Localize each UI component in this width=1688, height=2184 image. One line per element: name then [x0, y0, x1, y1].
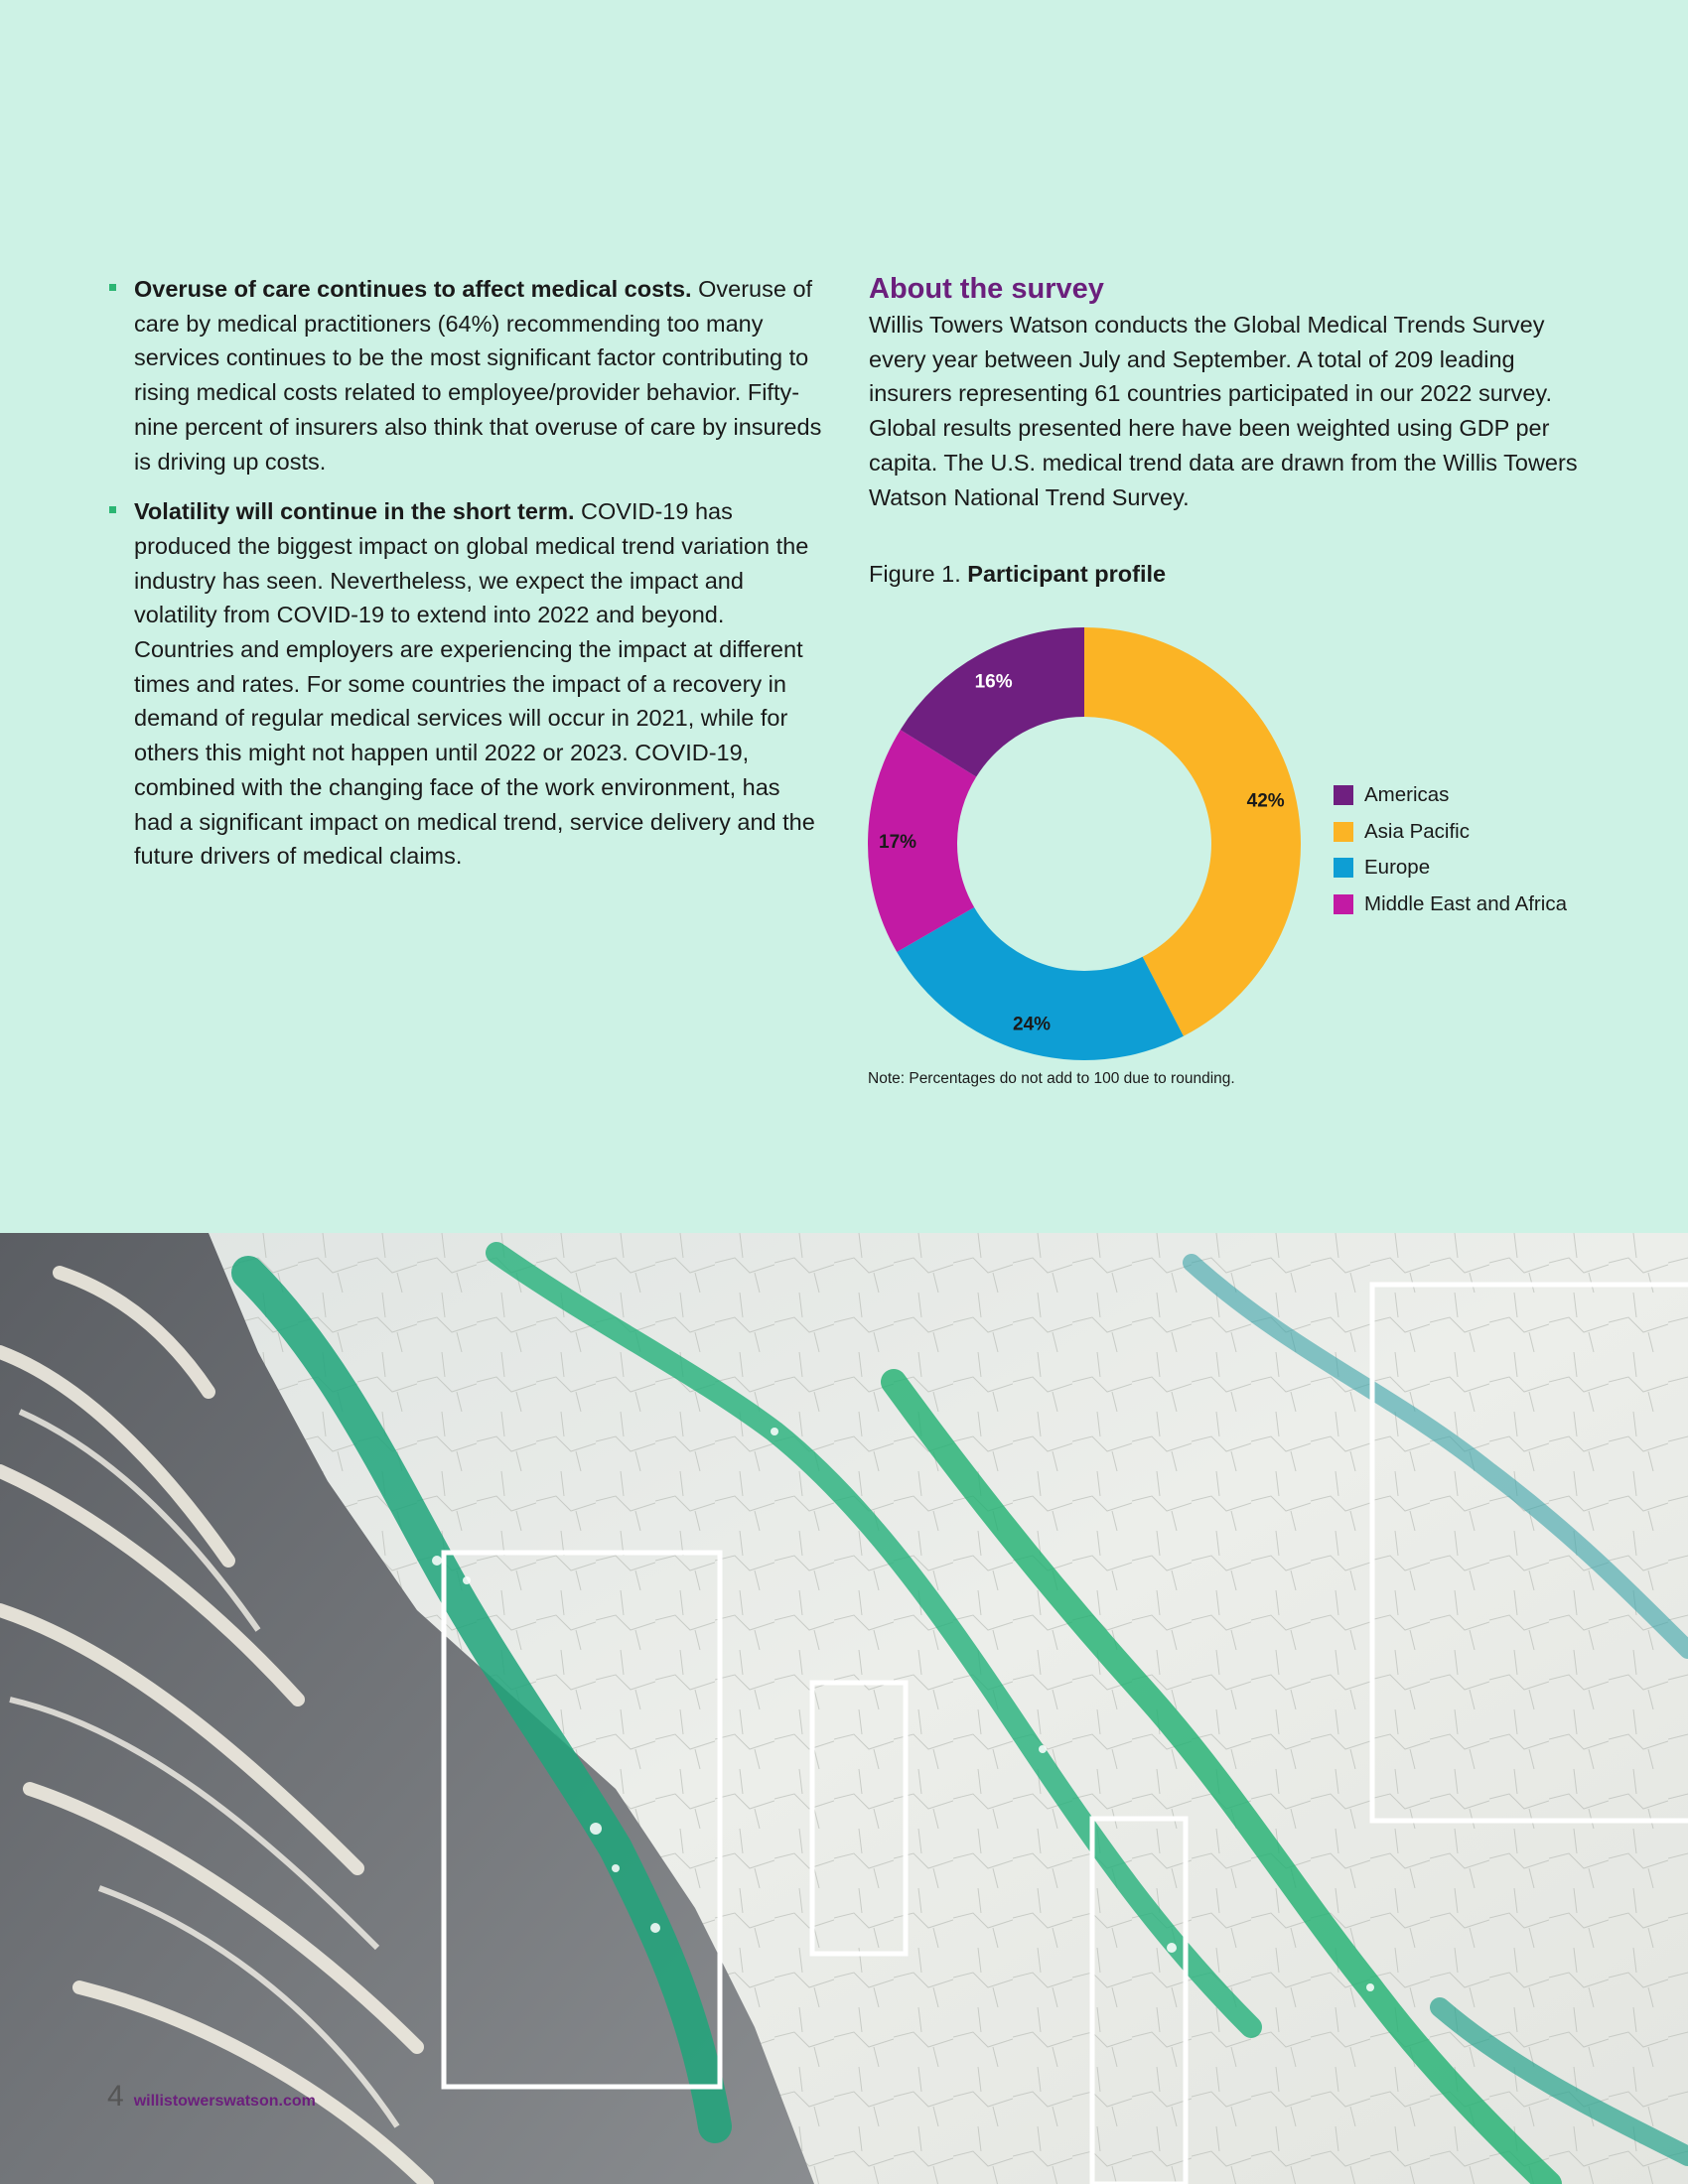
about-heading: About the survey [869, 273, 1104, 305]
figure-caption [869, 558, 1579, 590]
legend-item [1334, 887, 1567, 923]
bullet-item [107, 494, 822, 874]
bullet-square-icon [109, 284, 116, 291]
bullet-square-icon [109, 506, 116, 513]
page-number: 4 [107, 2080, 124, 2113]
donut-slice-europe [897, 907, 1184, 1060]
donut-chart-svg [868, 627, 1301, 1060]
footer-url-link[interactable]: willistowerswatson.com [133, 2093, 316, 2110]
about-text: Willis Towers Watson conducts the Global Medical Trends Survey every year between July and September. A total of 209 leading insurers representing 61 countries participated in our 2022 survey. Global results presented here have been weighted using GDP per capita. The U.S. medical trend data are drawn from the Willis Towers Watson National Trend Survey. [869, 312, 1578, 510]
chart-legend [1334, 777, 1567, 922]
legend-label: Asia Pacific [1364, 819, 1470, 843]
right-column [869, 270, 1579, 590]
bullet-item [107, 272, 822, 478]
donut-data-label: 17% [879, 832, 917, 854]
bullet-lead: Overuse of care continues to affect medical costs. [134, 276, 692, 302]
legend-label: Middle East and Africa [1364, 891, 1567, 915]
legend-swatch [1334, 822, 1353, 842]
donut-chart [868, 627, 1301, 1060]
legend-swatch [1334, 858, 1353, 878]
legend-item [1334, 850, 1567, 887]
legend-swatch [1334, 894, 1353, 914]
aerial-ice-photo [0, 1233, 1688, 2184]
legend-label: Europe [1364, 856, 1431, 880]
figure-title: Participant profile [967, 561, 1167, 588]
page-footer [107, 2080, 316, 2114]
legend-swatch [1334, 785, 1353, 805]
bullet-text: COVID-19 has produced the biggest impact on global medical trend variation the industry has seen. Nevertheless, we expect the impact and volatility from COVID-19 to extend into 2022 and beyond. Countries and employers are experiencing the impact at different times and rates. For some countries the impact of a recovery in demand of regular medical services will occur in 2021, while for others this might not happen until 2022 or 2023. COVID-19, combined with the changing face of the work environment, has had a significant impact on medical trend, service delivery and the future drivers of medical claims. [134, 498, 815, 870]
figure-note: Note: Percentages do not add to 100 due to rounding. [868, 1070, 1235, 1087]
donut-data-label: 24% [1013, 1014, 1052, 1035]
donut-data-label: 42% [1246, 790, 1285, 812]
bullet-text: Overuse of care by medical practitioners (64%) recommending too many services continues to be the most significant factor contributing to rising medical costs related to employee/provider behavior. Fifty-nine percent of insurers also think that overuse of care by insureds is driving up costs. [134, 276, 822, 475]
bullet-lead: Volatility will continue in the short term. [134, 498, 575, 525]
bullet-paragraph [134, 494, 822, 874]
aerial-ice-image [0, 1233, 1688, 2184]
legend-item [1334, 814, 1567, 851]
donut-data-label: 16% [974, 671, 1013, 693]
left-column [107, 272, 822, 889]
figure-number: Figure 1. [869, 561, 961, 588]
legend-item [1334, 777, 1567, 814]
legend-label: Americas [1364, 783, 1450, 807]
bullet-paragraph [134, 272, 822, 478]
